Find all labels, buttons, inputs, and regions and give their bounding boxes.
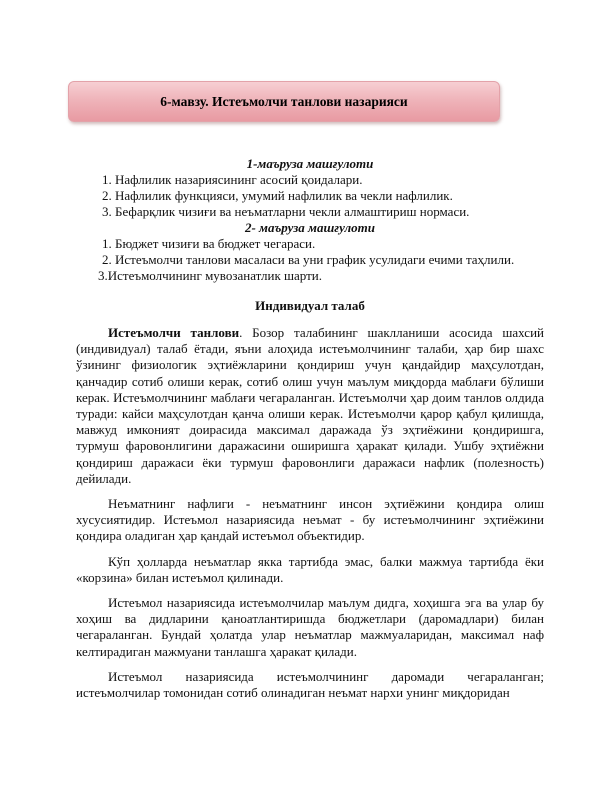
paragraph: Истеъмол назариясида истеъмолчилар маълум дидга, хоҳишга эга ва улар бу хоҳиш ва дидларини қаноатлантиришда бюджетлари (даромадлари) билан чегараланган. Бундай ҳолатда улар неъматлар мажмуаларидан, максимал наф келтирадиган мажмуани танлашга ҳаракат қилади. bbox=[76, 595, 544, 659]
section-heading: Индивидуал талаб bbox=[255, 298, 365, 313]
document-body bbox=[76, 156, 544, 701]
paragraph: Кўп ҳолларда неъматлар якка тартибда эмас, балки мажмуа тартибда ёки «корзина» билан истеъмол қилинади. bbox=[76, 553, 544, 585]
paragraph-text: . Бозор талабининг шаклланиши асосида шахсий (индивидуал) талаб ётади, яъни алоҳида истеъмолчининг талаби, ҳар бир шахс ўзининг физиологик эҳтиёжларини қондириш учун қандайдир маҳсулотдан, қанчадир сотиб олиши керак, сотиб олиш учун маълум миқдорда маблағи бўлиши керак. Истеъмолчининг маблағи чегараланган. Истеъмолчи ҳар доим танлов олдида туради: кайси маҳсулотдан қанча олиши керак. Истеъмолчи қарор қабул қилишда, мавжуд имконият доирасида максимал даражада ўз эҳтиёжини қондиришга, турмуш фаровонлигини даражасини оширишга ҳаракат қилади. Ушбу эҳтиёжни қондириш даражаси ёки турмуш фаровонлиги даражаси нафлик (полезность) дейилади. bbox=[76, 325, 544, 486]
paragraph bbox=[76, 325, 544, 487]
lecture-2-item: 1. Бюджет чизиғи ва бюджет чегараси. bbox=[102, 236, 316, 251]
lecture-2-title: 2- маъруза машғулоти bbox=[244, 220, 376, 235]
lecture-1-item: 1. Нафлилик назариясининг асосий қоидалари. bbox=[102, 172, 363, 187]
lecture-2-item: 3.Истеъмолчининг мувозанатлик шарти. bbox=[98, 268, 323, 283]
lecture-1-item: 2. Нафлилик функцияси, умумий нафлилик ва чекли нафлилик. bbox=[102, 188, 453, 203]
lecture-2-item: 2. Истеъмолчи танлови масаласи ва уни график усулидаги ечими таҳлили. bbox=[102, 252, 515, 267]
term-bold: Истеъмолчи танлови bbox=[108, 325, 240, 340]
topic-title: 6-мавзу. Истеъмолчи танлови назарияси bbox=[160, 93, 408, 109]
topic-banner bbox=[68, 81, 500, 122]
lecture-1-title: 1-маъруза машғулоти bbox=[246, 156, 374, 171]
paragraph: Истеъмол назариясида истеъмолчининг даромади чегараланган; истеъмолчилар томонидан сотиб олинадиган неъмат нархи унинг миқдоридан bbox=[76, 668, 544, 701]
lecture-1-item: 3. Бефарқлик чизиғи ва неъматларни чекли алмаштириш нормаси. bbox=[102, 204, 470, 219]
paragraph: Неъматнинг нафлиги - неъматнинг инсон эҳтиёжини қондира олиш хусусиятидир. Истеъмол назариясида неъмат - бу истеъмолчининг эҳтиёжини қондира оладиган ҳар қандай истеъмол объектидир. bbox=[76, 496, 544, 544]
